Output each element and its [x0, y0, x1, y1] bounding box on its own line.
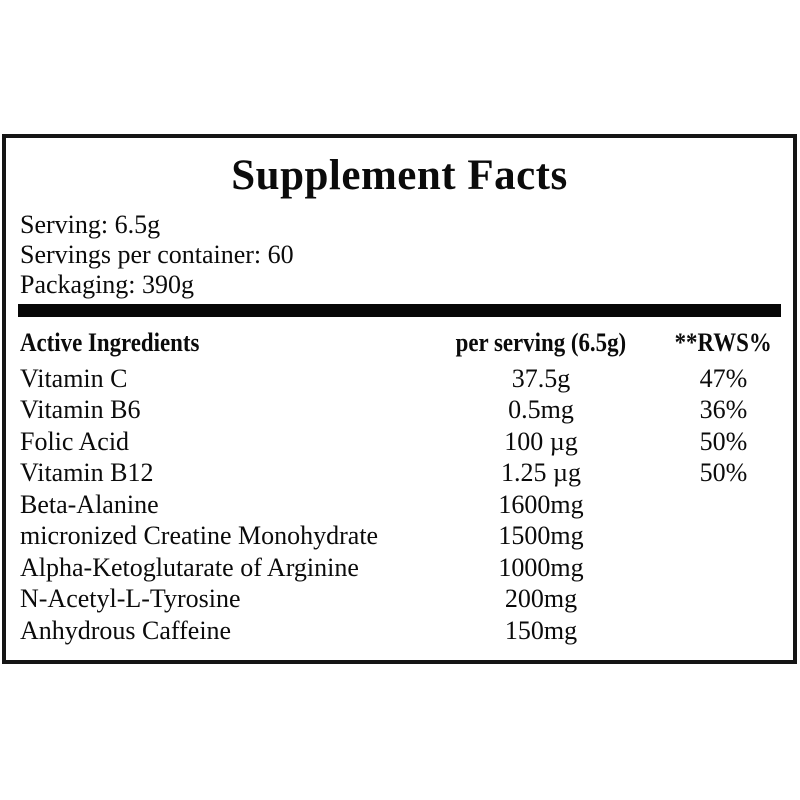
ingredient-name: N-Acetyl-L-Tyrosine	[20, 584, 241, 614]
serving-size-line: Serving: 6.5g	[20, 210, 161, 239]
ingredient-amount: 37.5g	[511, 363, 571, 393]
ingredient-name: Vitamin B12	[20, 458, 154, 488]
ingredient-name: Folic Acid	[20, 426, 130, 456]
table-body	[6, 363, 793, 647]
table-row	[6, 395, 793, 427]
ingredient-rws: 50%	[699, 426, 748, 456]
col-header-active-ingredients	[20, 328, 416, 358]
table-row	[6, 584, 793, 616]
ingredient-amount: 200mg	[504, 584, 578, 614]
ingredient-name: micronized Creatine Monohydrate	[20, 521, 379, 551]
col-header-rws	[666, 328, 781, 358]
servings-per-container-line: Servings per container: 60	[20, 240, 294, 269]
table-row	[6, 552, 793, 584]
table-row	[6, 458, 793, 490]
table-row	[6, 426, 793, 458]
ingredients-table	[6, 317, 793, 647]
ingredient-rws: 36%	[699, 395, 748, 425]
ingredient-amount: 1500mg	[498, 521, 584, 551]
ingredient-name: Vitamin B6	[20, 395, 141, 425]
table-header-row	[6, 317, 793, 363]
col-header-per-serving	[416, 328, 666, 358]
packaging-line: Packaging: 390g	[20, 270, 195, 299]
ingredient-amount: 0.5mg	[508, 395, 574, 425]
col-header-rws-label: **RWS%	[674, 328, 773, 357]
table-row	[6, 615, 793, 647]
table-row	[6, 521, 793, 553]
ingredient-rws: 47%	[699, 363, 748, 393]
panel-title: Supplement Facts	[231, 152, 568, 199]
ingredient-amount: 100 µg	[504, 426, 578, 456]
ingredient-name: Vitamin C	[20, 363, 128, 393]
ingredient-name: Beta-Alanine	[20, 489, 159, 519]
ingredient-name: Anhydrous Caffeine	[20, 615, 232, 645]
ingredient-name: Alpha-Ketoglutarate of Arginine	[20, 552, 359, 582]
ingredient-amount: 1600mg	[498, 489, 584, 519]
ingredient-amount: 1000mg	[498, 552, 584, 582]
table-row	[6, 489, 793, 521]
ingredient-amount: 150mg	[504, 615, 578, 645]
ingredient-amount: 1.25 µg	[501, 458, 581, 488]
divider-bar	[18, 304, 781, 317]
ingredient-rws: 50%	[699, 458, 748, 488]
table-row	[6, 363, 793, 395]
serving-info	[6, 210, 793, 300]
supplement-facts-panel	[2, 134, 797, 664]
col-header-active-ingredients-label: Active Ingredients	[20, 328, 200, 357]
col-header-per-serving-label: per serving (6.5g)	[455, 328, 627, 357]
